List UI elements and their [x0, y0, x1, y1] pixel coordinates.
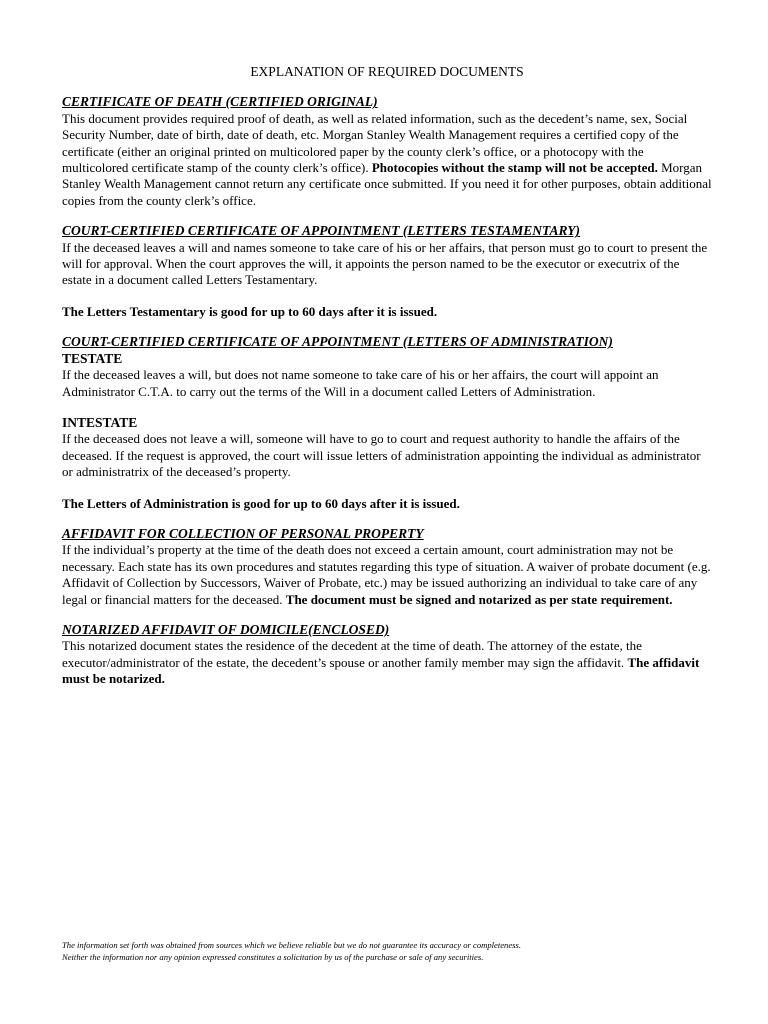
section-heading-certificate-of-death: CERTIFICATE OF DEATH (CERTIFIED ORIGINAL)	[62, 94, 378, 110]
section-body-letters-testamentary: If the deceased leaves a will and names someone to take care of his or her affairs, that person must go to court to present the will for approval. When the court approves the will, it appoints the person named to be the executor or executrix of the estate in a document called Letters Testamentary.	[62, 239, 708, 288]
body-text: If the individual’s property at the time of the death does not exceed a certain amount, court administration may not be necessary. Each state has its own procedures and statutes regarding this type of situation. A waiver of probate document (e.g. Affidavit of Collection by Successors, Waiver of Probate, etc.) may be issued authorizing an individual to take care of any legal or financial matters for the deceased.	[62, 542, 711, 607]
testate-body: If the deceased leaves a will, but does not name someone to take care of his or her affairs, the court will appoint an Administrator C.T.A. to carry out the terms of the Will in a document called Letters of Administration.	[62, 367, 659, 399]
bold-requirement: The document must be signed and notarized as per state requirement.	[285, 591, 673, 607]
bold-requirement: The affidavit must be notarized.	[62, 654, 700, 687]
body-text-tail: Morgan Stanley Wealth Management cannot return any certificate once submitted. If you need it for other purposes, obtain additional copies from the county clerk’s office.	[62, 160, 712, 208]
disclaimer-footer	[62, 940, 712, 963]
section-note-letters-testamentary	[62, 304, 712, 320]
bold-warning: Photocopies without the stamp will not be accepted.	[371, 160, 658, 176]
section-heading-affidavit-collection: AFFIDAVIT FOR COLLECTION OF PERSONAL PROPERTY	[62, 525, 424, 541]
section-note-letters-of-administration	[62, 496, 712, 512]
body-text: This document provides required proof of death, as well as related information, such as the decedent’s name, sex, Social Security Number, date of birth, date of death, etc. Morgan Stanley Wealth Management requires a certified copy of the certificate (either an original printed on multicolored paper by the county clerk’s office, or a photocopy with the multicolored certificate stamp of the county clerk’s office).	[62, 110, 688, 176]
document-title: EXPLANATION OF REQUIRED DOCUMENTS	[250, 64, 524, 79]
disclaimer-line-2: Neither the information nor any opinion expressed constitutes a solicitation by us of the purchase or sale of any securities.	[62, 951, 484, 962]
section-body-certificate-of-death	[62, 111, 712, 209]
body-text: This notarized document states the residence of the decedent at the time of death. The attorney of the estate, the executor/administrator of the estate, the decedent’s spouse or another family member may sign the affidavit.	[62, 638, 642, 670]
disclaimer-line-1: The information set forth was obtained from sources which we believe reliable but we do not guarantee its accuracy or completeness.	[62, 940, 521, 950]
section-heading-letters-of-administration: COURT-CERTIFIED CERTIFICATE OF APPOINTMENT (LETTERS OF ADMINISTRATION)	[62, 334, 613, 350]
subheading-testate: TESTATE	[62, 350, 123, 366]
document-content	[62, 64, 712, 688]
subheading-intestate: INTESTATE	[62, 414, 138, 430]
note-text: The Letters of Administration is good for up to 60 days after it is issued.	[62, 495, 460, 511]
section-heading-affidavit-domicile: NOTARIZED AFFIDAVIT OF DOMICILE(ENCLOSED)	[62, 621, 390, 637]
section-body-affidavit-domicile	[62, 638, 712, 687]
section-body-affidavit-collection	[62, 542, 712, 608]
section-heading-letters-testamentary: COURT-CERTIFIED CERTIFICATE OF APPOINTMENT (LETTERS TESTAMENTARY)	[62, 223, 580, 239]
note-text: The Letters Testamentary is good for up to 60 days after it is issued.	[62, 303, 438, 319]
intestate-body: If the deceased does not leave a will, someone will have to go to court and request authority to handle the affairs of the deceased. If the request is approved, the court will issue letters of administration appointing the individual as administrator or administratrix of the deceased’s property.	[62, 431, 701, 480]
